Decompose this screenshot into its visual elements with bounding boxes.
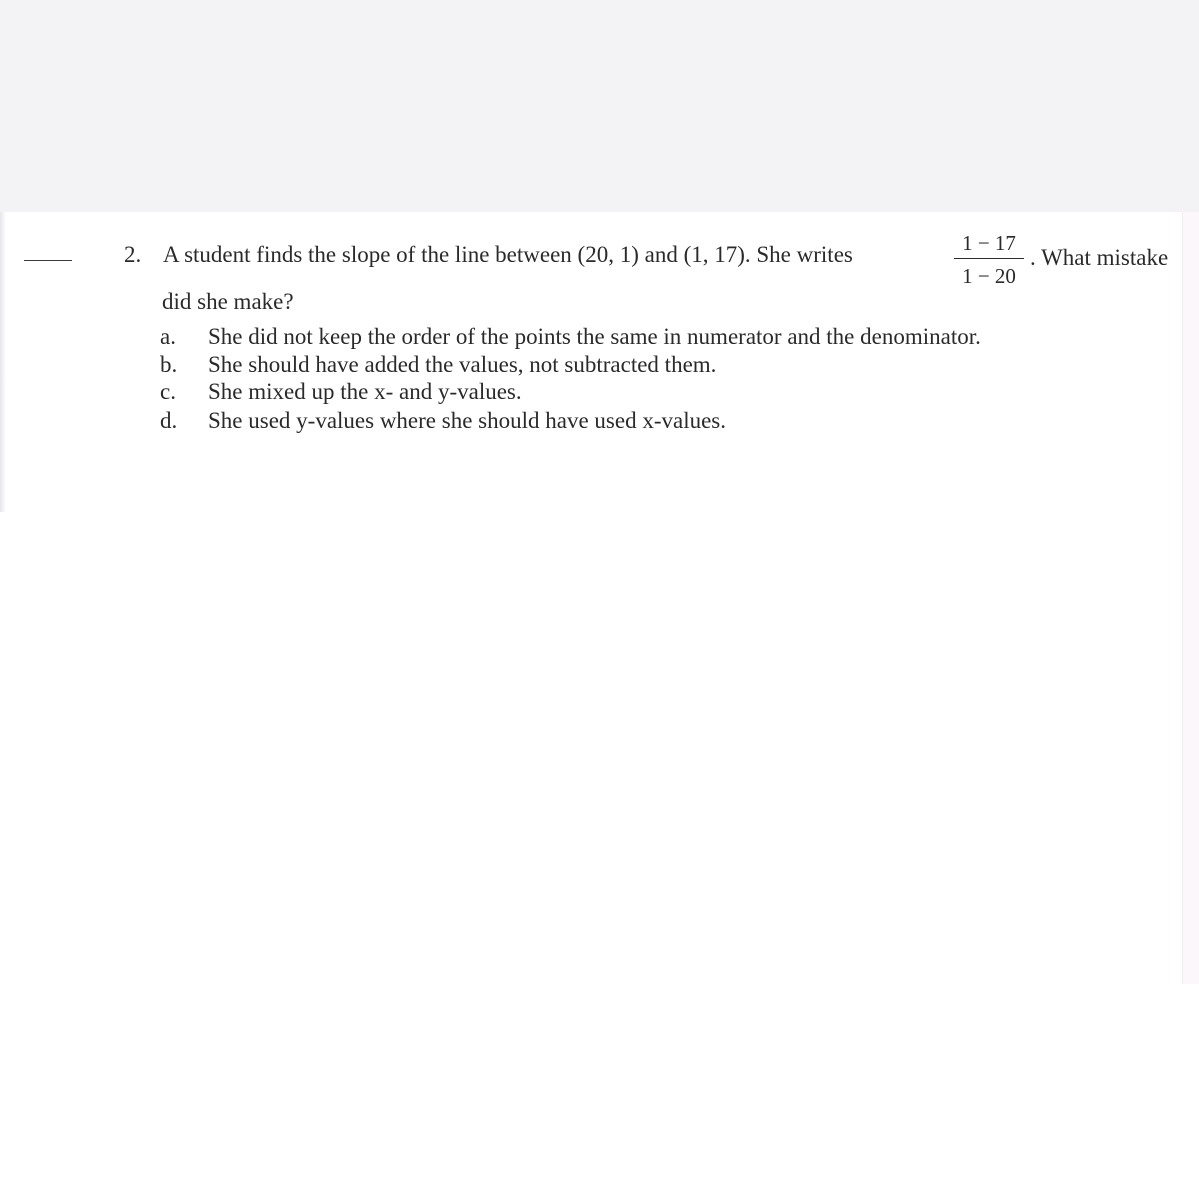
option-d-text: She used y-values where she should have used x-values. <box>208 408 727 433</box>
slope-fraction <box>952 229 1026 295</box>
top-margin-band <box>0 0 1199 212</box>
right-edge-shadow <box>1182 212 1199 984</box>
fraction-denominator: 1 − 20 <box>962 264 1016 288</box>
option-a-text: She did not keep the order of the points the same in numerator and the denominator. <box>208 324 981 349</box>
fraction-bar <box>954 258 1024 259</box>
option-c-text: She mixed up the x- and y-values. <box>208 379 522 404</box>
option-b-letter: b. <box>160 352 178 377</box>
option-c-letter: c. <box>160 379 176 404</box>
question-stem-line-1: A student finds the slope of the line between (20, 1) and (1, 17). She writes <box>163 242 853 267</box>
fraction-numerator: 1 − 17 <box>962 231 1016 255</box>
question-number: 2. <box>124 242 142 267</box>
option-d-letter: d. <box>160 408 178 433</box>
question-stem-line-2: did she make? <box>162 289 294 314</box>
option-a-letter: a. <box>160 324 176 349</box>
question-stem-line-1-end: . What mistake <box>1030 245 1169 270</box>
answer-blank-line <box>24 260 72 261</box>
left-edge-shadow <box>0 212 6 512</box>
option-b-text: She should have added the values, not subtracted them. <box>208 352 717 377</box>
